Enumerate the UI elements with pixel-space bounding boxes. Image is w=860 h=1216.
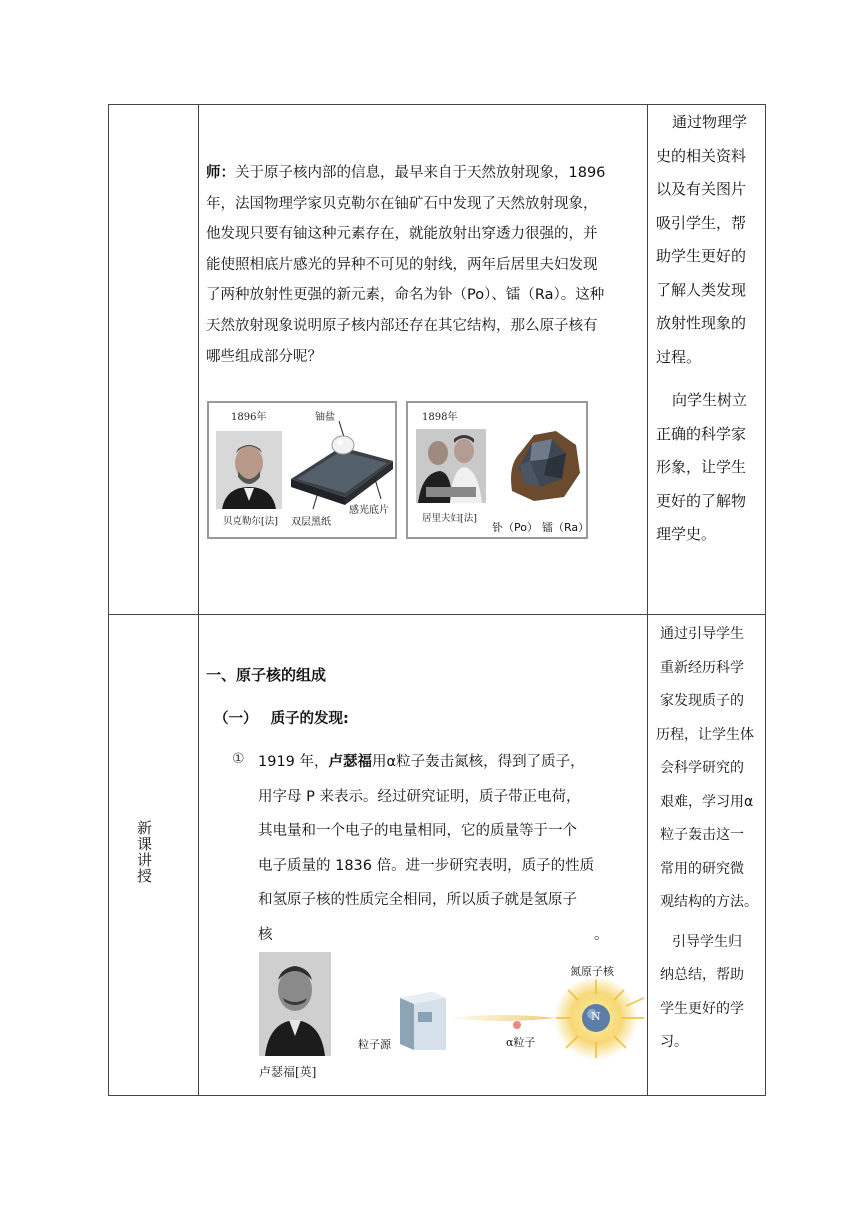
section-label: 新课讲授 [135,820,153,884]
note-line: 向学生树立 [672,391,748,409]
text-line: 了两种放射性更强的新元素，命名为钋（Po）、镭（Ra）。这种 [206,287,605,304]
subheading [214,707,349,728]
portrait-caption: 卢瑟福[英] [259,1065,317,1079]
note-line: 观结构的方法。 [660,894,758,910]
label-particle-source: 粒子源 [358,1038,391,1051]
teaching-notes-proton [656,618,760,1060]
column-divider [647,105,648,1095]
note-line: 家发现质子的 [660,693,744,709]
note-line: 常用的研究微 [660,860,744,877]
label-alpha-particle: α粒子 [506,1036,536,1049]
becquerel-figure [207,401,397,539]
note-line: 助学生更好的 [656,247,747,265]
portrait-caption: 贝克勒尔[法] [223,516,278,527]
note-line: 以及有关图片 [656,180,747,198]
curie-portrait [416,429,486,503]
note-line: 理学史。 [656,525,717,543]
text-line: 核 [258,926,273,943]
portrait-caption: 居里夫妇[法] [422,513,477,524]
label-nitrogen-nucleus: 氮原子核 [570,965,614,978]
subheading-number: （一） [214,711,258,727]
note-line: 通过物理学 [672,113,748,131]
text-line: 电子质量的 1836 倍。进一步研究表明，质子的性质 [258,857,595,874]
rutherford-name: 卢瑟福 [328,754,373,770]
text-line: 年，法国物理学家贝克勒尔在铀矿石中发现了天然放射现象， [206,195,598,212]
label-uranium-salt: 铀盐 [315,412,335,423]
subheading-text: 质子的发现: [270,711,349,727]
text-line: 用α粒子轰击氮核，得到了质子， [372,754,585,770]
sentence-end: 。 [594,926,609,943]
teacher-label: 师： [206,165,235,181]
note-line: 形象，让学生 [656,458,747,476]
text-line: 和氢原子核的性质完全相同，所以质子就是氢原子 [258,892,577,909]
text-line: 关于原子核内部的信息，最早来自于天然放射现象，1896 [235,165,606,181]
text-line: 哪些组成部分呢？ [206,348,322,365]
text-line: 用字母 P 来表示。经过研究证明，质子带正电荷， [258,788,581,805]
note-line: 了解人类发现 [656,280,747,299]
note-line: 粒子轰击这一 [660,827,744,843]
row-divider [109,614,765,615]
figure-year: 1898年 [422,412,458,423]
note-line: 通过引导学生 [660,626,744,642]
item-marker: ① [232,751,245,767]
note-line: 习。 [660,1034,688,1050]
proton-paragraph [258,745,620,953]
note-line: 史的相关资料 [656,146,747,165]
note-line: 吸引学生，帮 [656,213,747,232]
note-line: 艰难，学习用α [660,793,754,810]
nucleus-symbol: N [591,1010,601,1023]
text-line: 天然放射现象说明原子核内部还存在其它结构，那么原子核有 [206,317,598,334]
curie-figure [406,401,588,539]
label-polonium: 钋（Po） [492,521,538,534]
alpha-beam [448,1010,558,1026]
figure-year: 1896年 [231,412,267,423]
rutherford-portrait [259,952,331,1056]
particle-source-box [398,990,448,1052]
text-line: 其电量和一个电子的电量相同，它的质量等于一个 [258,823,577,840]
becquerel-portrait [216,431,282,509]
note-line: 历程，让学生体 [656,726,754,743]
label-black-paper: 双层黑纸 [291,517,331,528]
note-line: 纳总结，帮助 [660,967,744,983]
label-radium: 镭（Ra） [542,521,590,534]
note-line: 学生更好的学 [660,1000,744,1017]
alpha-particle [512,1020,522,1030]
label-film: 感光底片 [349,505,389,516]
text-line: 能使照相底片感光的异种不可见的射线，两年后居里夫妇发现 [206,256,598,273]
mineral-sample [504,425,584,505]
note-line: 会科学研究的 [660,760,744,776]
intro-paragraph [206,158,636,372]
text-line: 他发现只要有铀这种元素存在，就能放射出穿透力很强的，并 [206,226,598,243]
note-line: 过程。 [656,347,702,366]
note-line: 重新经历科学 [660,659,744,676]
text-line: 1919 年， [258,754,329,770]
teaching-notes-intro [656,106,760,552]
section-heading: 一、原子核的组成 [206,666,327,684]
note-line: 放射性现象的 [656,314,747,332]
note-line: 更好的了解物 [656,491,747,510]
note-line: 引导学生归 [672,933,742,950]
column-divider [198,105,199,1095]
note-line: 正确的科学家 [656,424,747,443]
